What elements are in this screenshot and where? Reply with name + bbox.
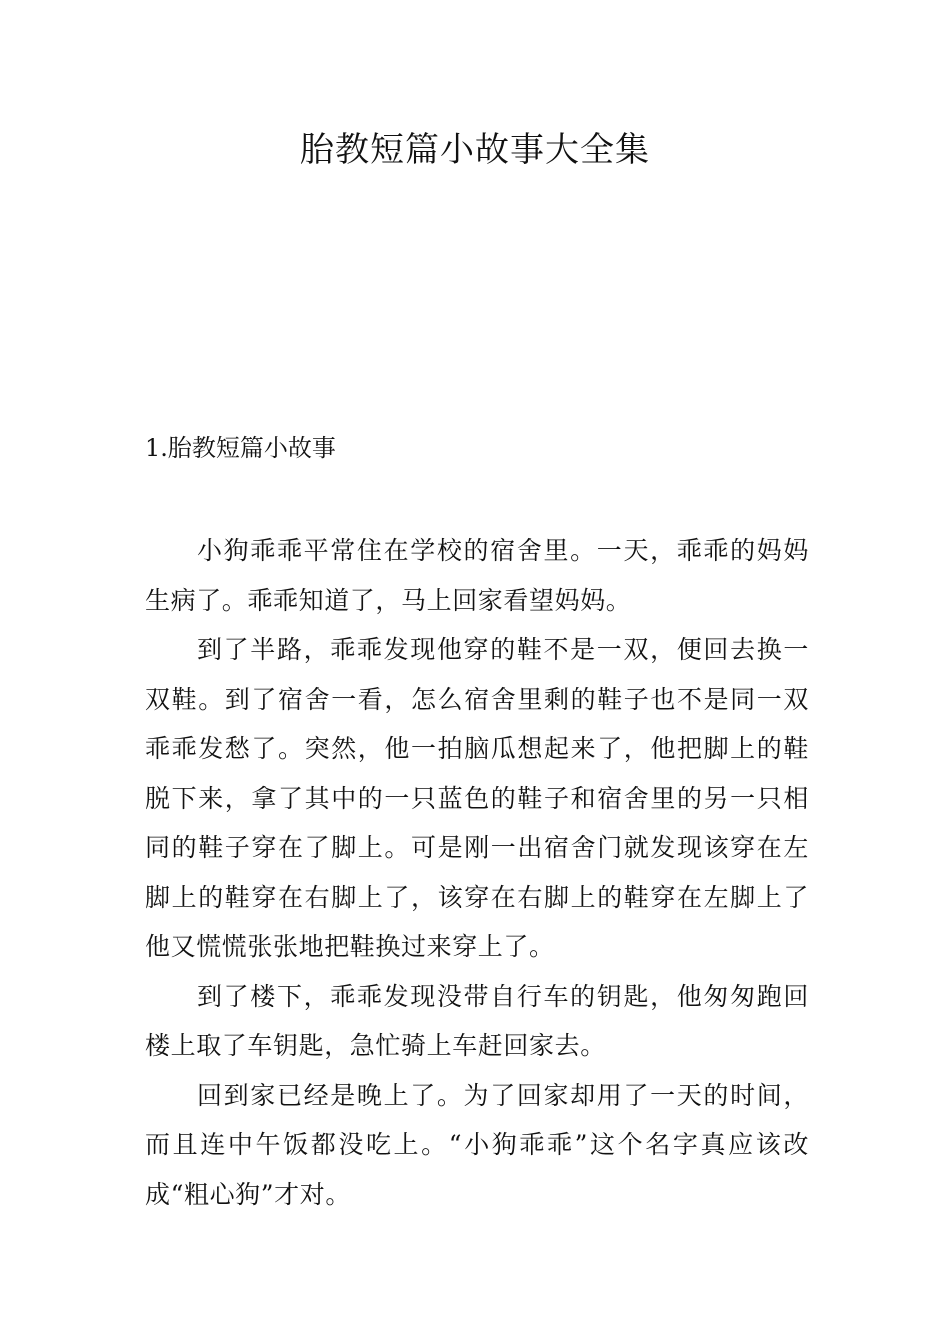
story-body: [145, 526, 809, 1219]
section-heading: 1.胎教短篇小故事: [145, 434, 336, 462]
paragraph: 到了半路，乖乖发现他穿的鞋不是一双，便回去换一双鞋。到了宿舍一看，怎么宿舍里剩的鞋子也不是同一双乖乖发愁了。突然，他一拍脑瓜想起来了，他把脚上的鞋脱下来，拿了其中的一只蓝色的鞋子和宿舍里的另一只相同的鞋子穿在了脚上。可是刚一出宿舍门就发现该穿在左脚上的鞋穿在右脚上了，该穿在右脚上的鞋穿在左脚上了他又慌慌张张地把鞋换过来穿上了。: [145, 635, 809, 961]
paragraph: 小狗乖乖平常住在学校的宿舍里。一天，乖乖的妈妈生病了。乖乖知道了，马上回家看望妈妈。: [145, 536, 809, 615]
page-title: 胎教短篇小故事大全集: [300, 130, 650, 170]
paragraph: 到了楼下，乖乖发现没带自行车的钥匙，他匆匆跑回楼上取了车钥匙，急忙骑上车赶回家去。: [145, 981, 809, 1060]
paragraph: 回到家已经是晚上了。为了回家却用了一天的时间，而且连中午饭都没吃上。“小狗乖乖”这个名字真应该改成“粗心狗”才对。: [145, 1080, 809, 1209]
